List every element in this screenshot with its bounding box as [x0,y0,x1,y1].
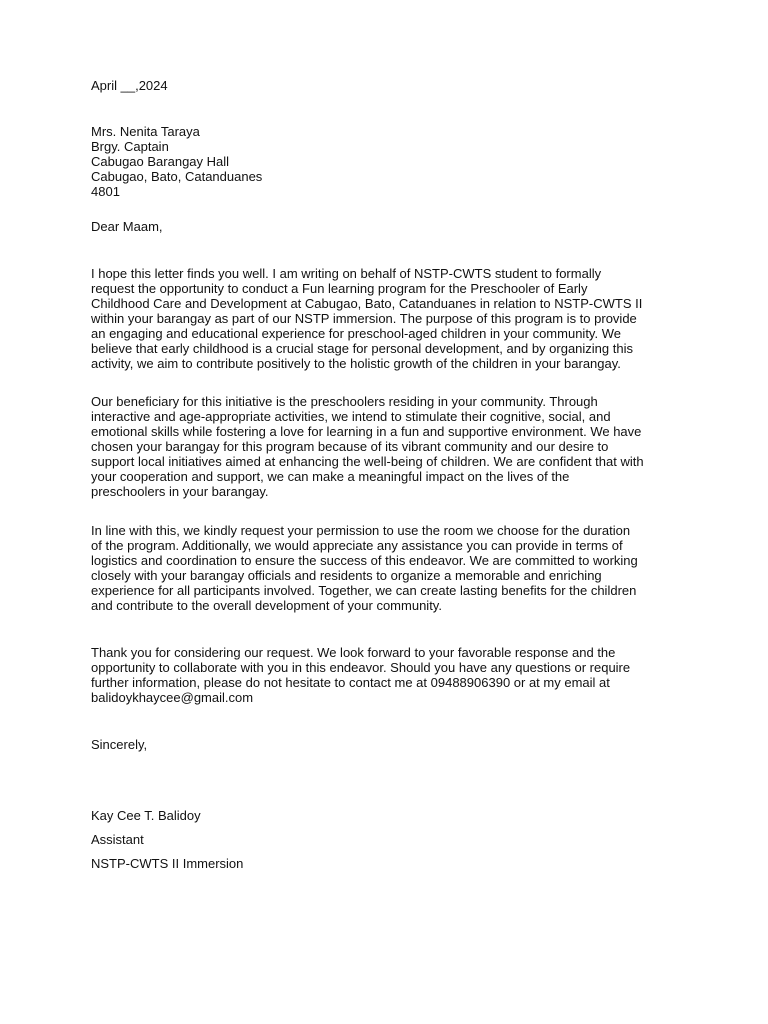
paragraph-line: interactive and age-appropriate activities, we intend to stimulate their cognitive, social, and [91,409,611,424]
paragraph-3 [91,523,638,613]
recipient-title: Brgy. Captain [91,139,169,154]
paragraph-line: request the opportunity to conduct a Fun learning program for the Preschooler of Early [91,281,588,296]
paragraph-line: closely with your barangay officials and residents to organize a memorable and enriching [91,568,602,583]
salutation: Dear Maam, [91,219,163,234]
paragraph-line: Childhood Care and Development at Cabugao, Bato, Catanduanes in relation to NSTP-CWTS II [91,296,643,311]
signatory-title: Assistant [91,832,144,847]
paragraph-line: opportunity to collaborate with you in this endeavor. Should you have any questions or require [91,660,631,675]
letter-date: April __,2024 [91,78,168,93]
paragraph-line: Our beneficiary for this initiative is the preschoolers residing in your community. Through [91,394,598,409]
recipient-address [91,124,262,199]
paragraph-line: emotional skills while fostering a love for learning in a fun and supportive environment. We have [91,424,642,439]
signatory-name: Kay Cee T. Balidoy [91,808,201,823]
paragraph-line: Thank you for considering our request. We look forward to your favorable response and the [91,645,616,660]
paragraph-line: chosen your barangay for this program because of its vibrant community and our desire to [91,439,609,454]
paragraph-1 [91,266,642,371]
paragraph-line: activity, we aim to contribute positively to the holistic growth of the children in your barangay. [91,356,621,371]
paragraph-line: balidoykhaycee@gmail.com [91,690,254,705]
paragraph-line: support local initiatives aimed at enhancing the well-being of children. We are confident that with [91,454,644,469]
paragraph-line: I hope this letter finds you well. I am writing on behalf of NSTP-CWTS student to formally [91,266,602,281]
paragraph-line: of the program. Additionally, we would appreciate any assistance you can provide in terms of [91,538,623,553]
paragraph-line: your cooperation and support, we can make a meaningful impact on the lives of the [91,469,570,484]
signatory-organization: NSTP-CWTS II Immersion [91,856,244,871]
recipient-location: Cabugao, Bato, Catanduanes [91,169,263,184]
paragraph-4 [91,645,630,705]
paragraph-line: In line with this, we kindly request your permission to use the room we choose for the duration [91,523,631,538]
paragraph-line: further information, please do not hesitate to contact me at 09488906390 or at my email at [91,675,610,690]
recipient-name: Mrs. Nenita Taraya [91,124,200,139]
closing: Sincerely, [91,737,148,752]
paragraph-line: preschoolers in your barangay. [91,484,269,499]
paragraph-line: an engaging and educational experience for preschool-aged children in your community. We [91,326,621,341]
paragraph-line: and contribute to the overall development of your community. [91,598,442,613]
paragraph-line: within your barangay as part of our NSTP immersion. The purpose of this program is to provide [91,311,637,326]
recipient-zip: 4801 [91,184,120,199]
recipient-office: Cabugao Barangay Hall [91,154,230,169]
paragraph-2 [91,394,644,499]
paragraph-line: believe that early childhood is a crucial stage for personal development, and by organizing this [91,341,633,356]
paragraph-line: logistics and coordination to ensure the success of this endeavor. We are committed to working [91,553,638,568]
paragraph-line: experience for all participants involved. Together, we can create lasting benefits for the children [91,583,637,598]
